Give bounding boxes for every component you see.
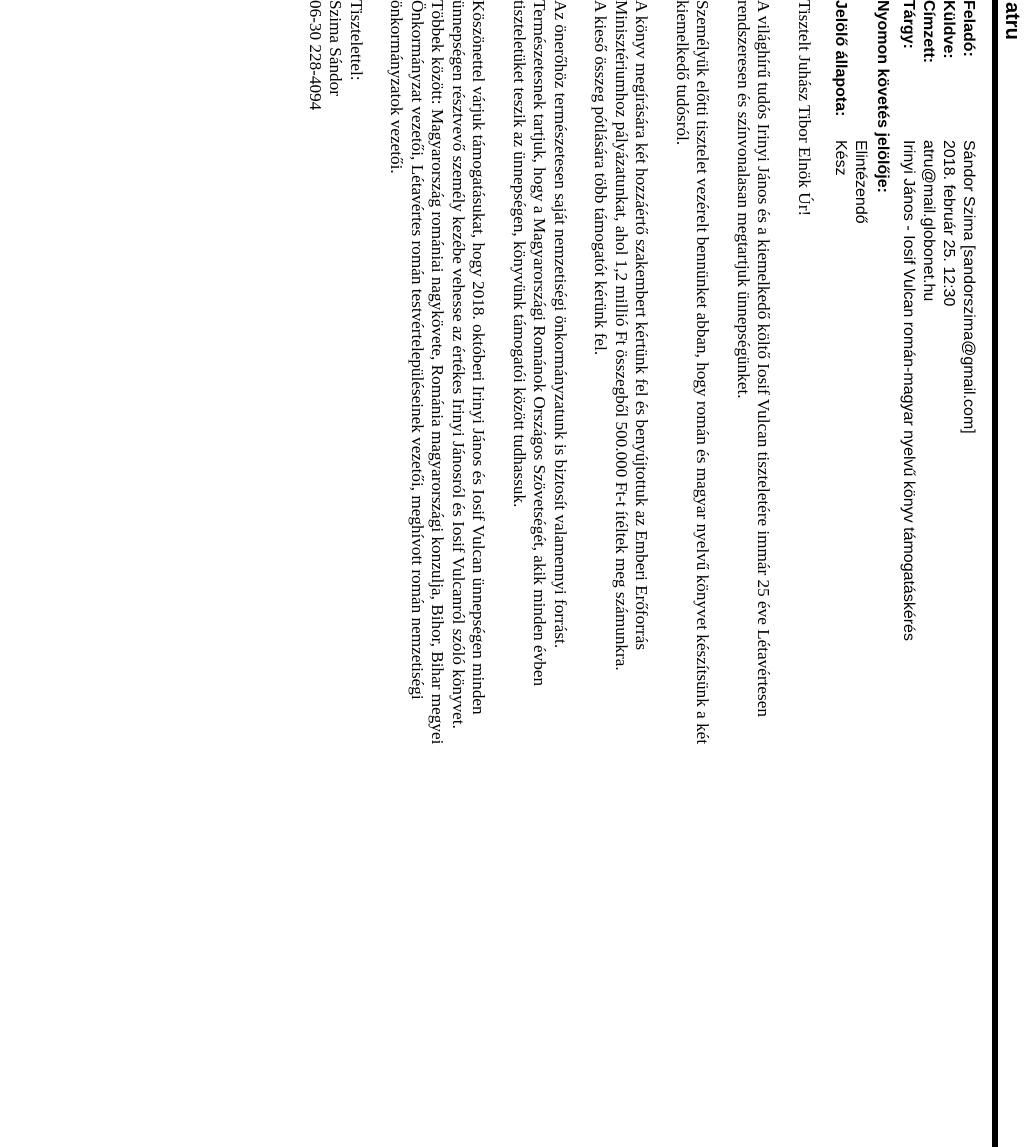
paragraph-3 (590, 0, 652, 1147)
flag-status-value: Kész (832, 140, 849, 176)
body-line: Az önerőhöz természetesen saját nemzetiségi önkormányzatunk is biztosít valamennyi forrást. (551, 0, 570, 649)
sender-phone: 06-30 228-4094 (306, 0, 325, 111)
header-row-to (918, 0, 938, 1147)
from-label: Feladó: (960, 0, 977, 57)
from-value: Sándor Szima [sandorszima@gmail.com] (960, 140, 977, 434)
body-line: Köszönettel várjuk támogatásukat, hogy 2018. októberi Irinyi János és Iosif Vulcan ünnepségen minden (469, 0, 489, 715)
follow-up-flag-block (830, 0, 892, 1147)
email-body (305, 0, 815, 1147)
body-line: önkormányzatok vezetői. (387, 0, 407, 174)
closing-block (305, 0, 367, 1147)
flag-status-label: Jelölő állapota: (832, 0, 849, 117)
body-line: Személyük előtti tisztelet vezérelt bennünket abban, hogy román és magyar nyelvű könyvet készítsünk a két (693, 0, 713, 745)
flag-row-action (850, 0, 870, 1147)
paragraph-1 (733, 0, 774, 1147)
body-line: Többek között: Magyarország romániai nagykövete, Románia magyarországi konzulja, Bihor, Bihar megyei (428, 0, 448, 745)
body-line: A világhírű tudós Irinyi János és a kiemelkedő költő Iosif Vulcan tiszteletére immár 25 éve Létavértesen (754, 0, 774, 717)
salutation (794, 0, 815, 1147)
body-line: kiemelkedő tudósról. (673, 0, 692, 146)
sent-value: 2018. február 25. 12:30 (940, 140, 957, 307)
body-line: tiszteletüket teszik az ünnepségen, könyvünk támogatói között tudhassuk. (510, 0, 529, 508)
body-line: ünnepségen résztvevő személy kezébe vehesse az értékes Irinyi Jánosról és Iosif Vulcanról szóló könyvet. (449, 0, 468, 729)
header-row-sent (938, 0, 958, 1147)
flag-row-status (830, 0, 850, 1147)
closing-greeting: Tisztelettel: (347, 0, 366, 81)
subject-value: Irinyi János - Iosif Vulcan román-magyar nyelvű könyv támogatáskérés (900, 140, 917, 641)
paragraph-2 (672, 0, 713, 1147)
header-row-from (958, 0, 978, 1147)
sent-label: Küldve: (940, 0, 957, 59)
header-divider (992, 0, 998, 1147)
header-row-subject (898, 0, 918, 1147)
paragraph-4 (509, 0, 571, 1147)
flag-action-value: Elintézendő (852, 140, 869, 224)
to-value: atru@mail.globonet.hu (920, 140, 937, 302)
email-header-block (898, 0, 978, 1147)
sender-name: Szima Sándor (326, 0, 346, 96)
subject-label: Tárgy: (900, 0, 917, 49)
body-line: A kieső összeg pótlására több támogatót kérünk fel. (591, 0, 611, 356)
body-line: rendszeresen és színvonalasan megtartjuk ünnepségünket. (734, 0, 753, 399)
body-line: Önkormányzat vezetői, Létavértes román testvértelepüléseinek vezetői, meghívott román nemzetiségi (408, 0, 427, 700)
brand-name: atru (1001, 2, 1023, 40)
body-line: Minisztériumhoz pályázatunkat, ahol 1,2 millió Ft összegből 500.000 Ft-t ítéltek meg számunkra. (612, 0, 631, 671)
follow-up-flag-title: Nyomon követés jelölője: (874, 0, 891, 193)
body-line: A könyv megírására két hozzáértő szakembert kértünk fel és benyújtottuk az Emberi Erőforrás (632, 0, 652, 651)
salutation-line: Tisztelt Juhász Tibor Elnök Úr! (795, 0, 814, 217)
paragraph-5 (386, 0, 489, 1147)
body-line: Természetesnek tartjuk, hogy a Magyarországi Románok Országos Szövetségét, akik minden évben (530, 0, 550, 687)
brand-header (990, 0, 1024, 1147)
to-label: Címzett: (920, 0, 937, 64)
